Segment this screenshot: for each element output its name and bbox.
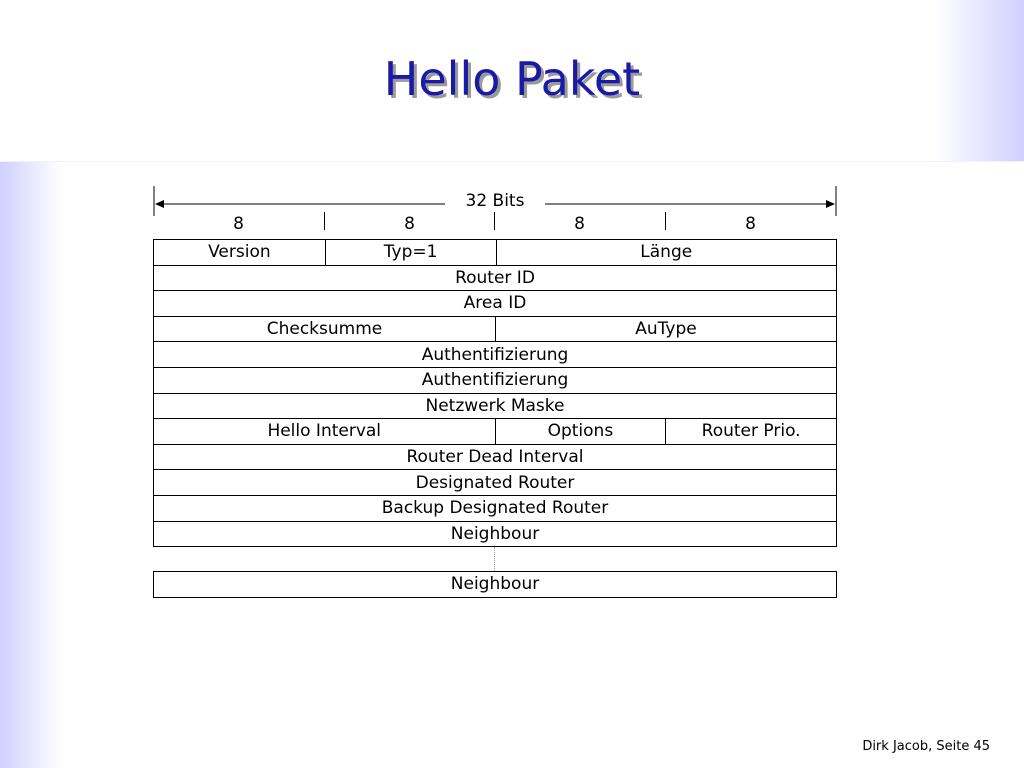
table-row	[153, 394, 837, 420]
arrow-head-right	[826, 200, 835, 208]
octet-label: 8	[404, 214, 415, 234]
field-hello-interval: Hello Interval	[267, 421, 382, 442]
field-neighbour: Neighbour	[450, 523, 540, 544]
table-row	[153, 496, 837, 522]
table-row	[153, 291, 837, 317]
slide-footer: Dirk Jacob, Seite 45	[862, 739, 990, 754]
field-area-id: Area ID	[463, 293, 527, 314]
ellipsis-gap	[153, 547, 837, 571]
dotted-continuation-line	[494, 547, 495, 571]
table-row	[153, 266, 837, 292]
table-row	[153, 522, 837, 548]
field-neighbour-last: Neighbour	[450, 574, 540, 595]
table-row	[153, 239, 837, 266]
table-row	[153, 419, 837, 445]
field-authentication: Authentifizierung	[421, 370, 569, 391]
table-row	[153, 470, 837, 496]
table-row	[153, 445, 837, 471]
field-router-priority: Router Prio.	[665, 419, 836, 444]
field-type: Typ=1	[325, 240, 496, 265]
bit-width-label: 32 Bits	[445, 191, 545, 211]
octet-labels	[153, 212, 837, 238]
field-backup-designated-router: Backup Designated Router	[381, 498, 609, 519]
table-row	[153, 368, 837, 394]
field-authentication: Authentifizierung	[421, 344, 569, 365]
arrow-head-left	[155, 200, 164, 208]
table-row	[153, 317, 837, 343]
table-row	[153, 342, 837, 368]
octet-label: 8	[745, 214, 756, 234]
field-router-id: Router ID	[455, 267, 535, 288]
field-autype: AuType	[495, 317, 836, 342]
decorative-gradient-left	[0, 162, 62, 768]
packet-fields-table	[153, 239, 837, 598]
field-options: Options	[495, 419, 666, 444]
field-designated-router: Designated Router	[415, 472, 575, 493]
packet-diagram	[153, 186, 837, 598]
octet-label: 8	[233, 214, 244, 234]
field-version: Version	[208, 242, 271, 263]
table-row	[153, 571, 837, 598]
slide-title: Hello Paket	[383, 52, 641, 106]
field-network-mask: Netzwerk Maske	[425, 395, 565, 416]
header-separator	[0, 161, 1024, 162]
octet-label: 8	[574, 214, 585, 234]
field-router-dead-interval: Router Dead Interval	[406, 447, 584, 468]
field-checksum: Checksumme	[266, 319, 383, 340]
field-length: Länge	[496, 240, 837, 265]
